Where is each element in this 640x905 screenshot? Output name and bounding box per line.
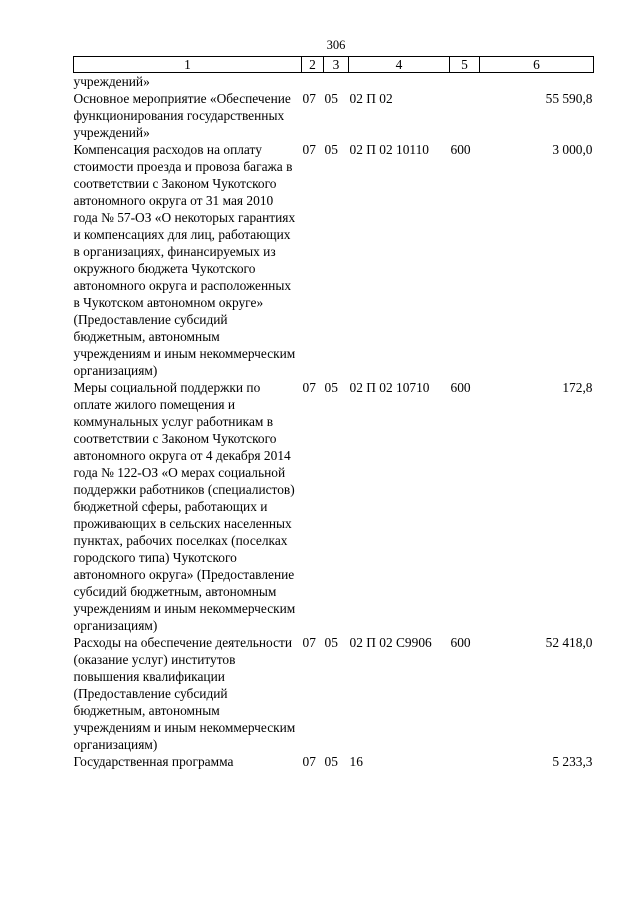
row-expense-type [450,90,480,141]
row-name: Компенсация расходов на оплату стоимости проезда и провоза багажа в соответствии с Законом Чукотского автономного округа от 31 мая 2010 года № 57-ОЗ «О некоторых гарантиях и компенсациях для лиц, работающих в организациях, финансируемых из окружного бюджета Чукотского автономного округа и расположенных в Чукотском автономном округе» (Предоставление субсидий бюджетным, автономным учреждениям и иным некоммерческим организациям) [73,142,296,378]
row-section: 07 [302,142,316,157]
row-target-article: 16 [349,754,363,769]
row-name: Меры социальной поддержки по оплате жилого помещения и коммунальных услуг работникам в соответствии с Законом Чукотского автономного округа от 4 декабря 2014 года № 122-ОЗ «О мерах социальной поддержки работников (специалистов) бюджетной сферы, работающих и проживающих в сельских населенных пунктах, рабочих поселках (поселках городского типа) Чукотского автономного округа» (Предоставление субсидий бюджетным, автономным учреждениям и иным некоммерческим организациям) [73,380,296,633]
header-col-3: 3 [324,57,349,73]
row-section: 07 [302,635,316,650]
table-row [74,73,594,91]
header-col-5: 5 [450,57,480,73]
table-row [74,90,594,141]
header-col-6: 6 [480,57,594,73]
row-section: 07 [302,380,316,395]
table-row [74,634,594,753]
row-name: Расходы на обеспечение деятельности (оказание услуг) институтов повышения квалификации (Предоставление субсидий бюджетным, автономным учреждениям и иным некоммерческим организациям) [73,635,296,752]
row-section [302,73,324,91]
row-expense-type [450,73,480,91]
row-subsection [324,73,349,91]
row-target-article: 02 П 02 [349,91,393,106]
table-row [74,753,594,770]
row-target-article: 02 П 02 10710 [349,380,430,395]
table-header [74,57,594,73]
row-expense-type: 600 [450,635,471,650]
row-subsection: 05 [324,91,338,106]
header-row [74,57,594,73]
row-sum [480,73,594,91]
row-name: Основное мероприятие «Обеспечение функционирования государственных учреждений» [73,91,291,140]
table-body [74,73,594,771]
page-number: 306 [326,38,346,52]
row-name: Государственная программа [73,754,234,769]
row-subsection: 05 [324,142,338,157]
budget-table [73,56,594,770]
row-sum: 172,8 [562,380,593,395]
row-expense-type: 600 [450,142,471,157]
row-sum: 5 233,3 [552,754,593,769]
row-name: учреждений» [73,74,150,89]
row-expense-type: 600 [450,380,471,395]
row-section: 07 [302,754,316,769]
row-target-article: 02 П 02 10110 [349,142,429,157]
row-target-article: 02 П 02 С9906 [349,635,432,650]
row-section: 07 [302,91,316,106]
header-col-2: 2 [302,57,324,73]
header-col-1: 1 [74,57,302,73]
row-subsection: 05 [324,380,338,395]
row-sum: 55 590,8 [545,91,593,106]
row-expense-type [450,753,480,770]
row-subsection: 05 [324,635,338,650]
header-col-4: 4 [349,57,450,73]
row-sum: 52 418,0 [545,635,593,650]
row-subsection: 05 [324,754,338,769]
table-row [74,141,594,379]
row-target-article [349,73,450,91]
table-row [74,379,594,634]
row-sum: 3 000,0 [552,142,593,157]
